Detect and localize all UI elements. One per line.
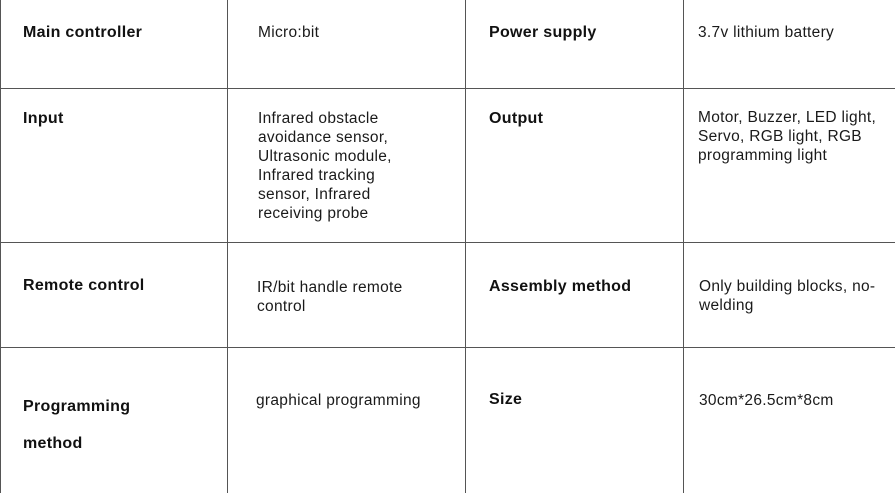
spec-label: Main controller xyxy=(23,24,143,41)
spec-label: Output xyxy=(489,110,544,127)
spec-value: 30cm*26.5cm*8cm xyxy=(699,392,834,409)
spec-label: Size xyxy=(489,391,523,408)
row-divider xyxy=(0,88,895,89)
row-divider xyxy=(0,347,895,348)
spec-value: Infrared obstacle avoidance sensor, Ultrasonic module, Infrared tracking sensor, Infrared receiving probe xyxy=(258,110,392,222)
spec-label: Input xyxy=(23,110,64,127)
spec-value: IR/bit handle remote control xyxy=(257,279,403,315)
spec-label: Remote control xyxy=(23,277,145,294)
column-divider xyxy=(227,0,228,493)
column-divider xyxy=(683,0,684,493)
spec-label: Programming method xyxy=(23,398,131,452)
spec-value: Motor, Buzzer, LED light, Servo, RGB light, RGB programming light xyxy=(698,109,877,164)
spec-label: Power supply xyxy=(489,24,597,41)
row-divider xyxy=(0,242,895,243)
column-divider xyxy=(0,0,1,493)
spec-value: Micro:bit xyxy=(258,24,320,41)
column-divider xyxy=(465,0,466,493)
spec-value: 3.7v lithium battery xyxy=(698,24,835,41)
spec-value: Only building blocks, no-welding xyxy=(699,278,876,314)
spec-value: graphical programming xyxy=(256,392,421,409)
spec-label: Assembly method xyxy=(489,278,632,295)
